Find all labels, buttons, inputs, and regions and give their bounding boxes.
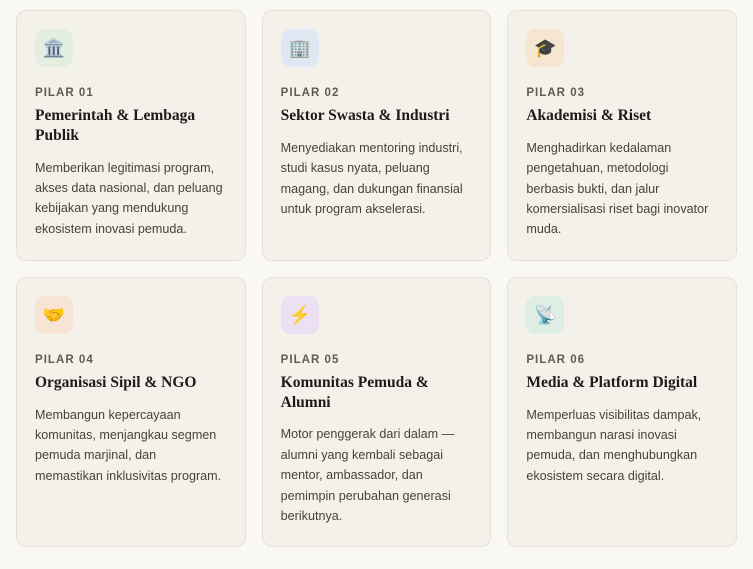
pillar-card [262, 10, 492, 261]
government-building-icon: 🏛️ [35, 29, 73, 67]
pillar-title: Pemerintah & Lembaga Publik [35, 107, 196, 144]
pillar-title: Komunitas Pemuda & Alumni [280, 373, 429, 411]
pillar-eyebrow: PILAR 01 [35, 87, 94, 99]
pillar-title: Organisasi Sipil & NGO [35, 373, 197, 391]
handshake-icon: 🤝 [35, 296, 73, 334]
office-building-icon: 🏢 [281, 29, 319, 67]
satellite-antenna-icon: 📡 [526, 296, 564, 334]
pillar-title: Sektor Swasta & Industri [280, 107, 450, 124]
lightning-bolt-icon: ⚡ [281, 296, 319, 334]
pillar-eyebrow: PILAR 03 [526, 87, 586, 99]
pillar-eyebrow: PILAR 06 [526, 353, 586, 366]
pillar-card [16, 277, 246, 548]
pillar-card [262, 277, 492, 548]
pillar-card [507, 277, 737, 548]
pillar-body: Menghadirkan kedalaman pengetahuan, metodologi berbasis bukti, dan jalur komersialisasi riset bagi inovator muda. [526, 140, 709, 237]
pillar-eyebrow: PILAR 04 [35, 353, 94, 366]
pillar-body: Memberikan legitimasi program, akses data nasional, dan peluang kebijakan yang mendukung ekosistem inovasi pemuda. [35, 160, 223, 236]
pillar-card [16, 10, 246, 261]
pillar-body: Menyediakan mentoring industri, studi kasus nyata, peluang magang, dan dukungan finansial untuk program akselerasi. [280, 140, 463, 216]
pillar-title: Akademisi & Riset [526, 107, 652, 124]
graduation-cap-icon: 🎓 [526, 29, 564, 67]
pillar-card [507, 10, 737, 261]
pillar-body: Motor penggerak dari dalam — alumni yang kembali sebagai mentor, ambassador, dan pemimpin perubahan generasi berikutnya. [280, 427, 455, 523]
pillar-body: Memperluas visibilitas dampak, membangun narasi inovasi pemuda, dan menghubungkan ekosistem secara digital. [526, 407, 702, 483]
pillar-body: Membangun kepercayaan komunitas, menjangkau segmen pemuda marjinal, dan memastikan inklusivitas program. [35, 407, 222, 483]
pillar-eyebrow: PILAR 05 [280, 353, 340, 366]
pillar-title: Media & Platform Digital [526, 373, 698, 391]
pillar-eyebrow: PILAR 02 [280, 87, 340, 99]
